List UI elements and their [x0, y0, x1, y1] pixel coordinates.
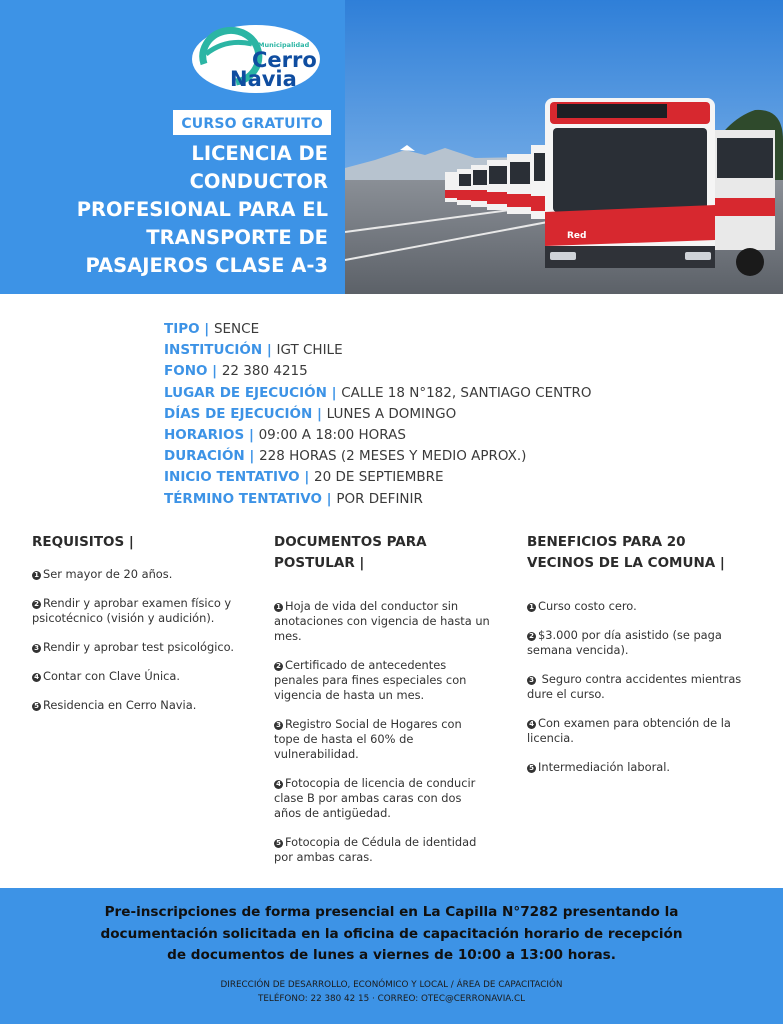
item-text: Certificado de antecedentes penales para fines especiales con vigencia de hasta un mes.	[274, 658, 467, 702]
registration-footer	[0, 888, 783, 1024]
list-item	[527, 628, 753, 658]
requisitos-list	[32, 567, 254, 713]
detail-lugar	[164, 383, 592, 404]
item-text: Ser mayor de 20 años.	[43, 567, 173, 581]
title-line: LICENCIA DE	[191, 142, 328, 165]
documentos-list	[274, 599, 490, 865]
beneficios-column	[527, 532, 753, 775]
detail-separator: |	[326, 384, 342, 401]
contact-line: DIRECCIÓN DE DESARROLLO, ECONÓMICO Y LOCAL / ÁREA DE CAPACITACIÓN	[220, 980, 563, 990]
detail-value: 228 HORAS (2 MESES Y MEDIO APROX.)	[259, 448, 527, 465]
course-details	[164, 319, 592, 510]
number-4-icon: 4	[32, 673, 41, 682]
bus-photo-illustration	[345, 0, 783, 294]
list-item	[32, 596, 254, 626]
list-item	[274, 599, 490, 644]
detail-separator: |	[262, 342, 277, 359]
detail-institucion	[164, 340, 592, 361]
detail-label: FONO	[164, 363, 208, 380]
beneficios-heading	[527, 532, 753, 574]
contact-line: TELÉFONO: 22 380 42 15 · CORREO: OTEC@CERRONAVIA.CL	[257, 994, 525, 1004]
course-title	[8, 140, 328, 280]
detail-label: DURACIÓN	[164, 448, 245, 465]
header-banner	[0, 0, 783, 294]
heading-line: DOCUMENTOS PARA	[274, 534, 427, 550]
number-2-icon: 2	[32, 600, 41, 609]
list-item	[527, 672, 753, 702]
list-item	[32, 698, 254, 713]
badge-text: CURSO GRATUITO	[181, 116, 323, 132]
documentos-heading	[274, 532, 490, 574]
number-3-icon: 3	[274, 721, 283, 730]
item-text: $3.000 por día asistido (se paga semana vencida).	[527, 628, 722, 657]
heading-line: POSTULAR |	[274, 555, 365, 571]
title-line: PROFESIONAL PARA EL	[76, 198, 328, 221]
title-line: TRANSPORTE DE	[146, 226, 328, 249]
title-line: PASAJEROS CLASE A-3	[85, 254, 328, 277]
notice-line: Pre-inscripciones de forma presencial en La Capilla N°7282 presentando la	[104, 904, 679, 920]
item-text: Fotocopia de Cédula de identidad por ambas caras.	[274, 835, 477, 864]
svg-text:Municipalidad: Municipalidad	[258, 41, 310, 49]
number-1-icon: 1	[274, 603, 283, 612]
detail-separator: |	[312, 405, 327, 422]
detail-separator: |	[244, 427, 259, 444]
detail-inicio	[164, 467, 592, 488]
svg-text:Red: Red	[567, 231, 587, 241]
svg-text:Cerro: Cerro	[252, 48, 317, 72]
detail-label: INSTITUCIÓN	[164, 342, 263, 359]
detail-tipo	[164, 319, 592, 340]
item-text: Con examen para obtención de la licencia.	[527, 716, 731, 745]
item-text: Fotocopia de licencia de conducir clase B por ambas caras con dos años de antigüedad.	[274, 776, 476, 820]
item-text: Seguro contra accidentes mientras dure el curso.	[527, 672, 742, 701]
item-text: Contar con Clave Única.	[43, 669, 181, 683]
item-text: Registro Social de Hogares con tope de hasta el 60% de vulnerabilidad.	[274, 717, 462, 761]
list-item	[32, 640, 254, 655]
list-item	[32, 669, 254, 684]
item-text: Hoja de vida del conductor sin anotaciones con vigencia de hasta un mes.	[274, 599, 490, 643]
detail-fono	[164, 361, 592, 382]
list-item	[527, 716, 753, 746]
notice-line: documentación solicitada en la oficina de capacitación horario de recepción	[100, 925, 683, 942]
bus-fleet-photo	[345, 0, 783, 294]
list-item	[274, 658, 490, 703]
detail-label: INICIO TENTATIVO	[164, 469, 300, 486]
item-text: Curso costo cero.	[538, 599, 637, 613]
number-1-icon: 1	[527, 603, 536, 612]
requisitos-column	[32, 532, 254, 713]
detail-separator: |	[199, 321, 214, 337]
detail-separator: |	[321, 490, 337, 507]
title-panel	[0, 0, 345, 294]
detail-label: TIPO	[164, 321, 200, 337]
detail-separator: |	[299, 469, 315, 486]
detail-value: POR DEFINIR	[336, 490, 423, 507]
free-course-badge	[173, 110, 331, 135]
detail-label: HORARIOS	[164, 427, 245, 444]
detail-duracion	[164, 446, 592, 467]
heading-line: BENEFICIOS PARA 20	[527, 534, 686, 550]
detail-value: SENCE	[213, 321, 260, 337]
title-line: CONDUCTOR	[189, 170, 328, 193]
detail-termino	[164, 489, 592, 510]
detail-label: DÍAS DE EJECUCIÓN	[164, 405, 313, 422]
number-3-icon: 3	[527, 676, 536, 685]
detail-separator: |	[244, 448, 260, 465]
detail-value: 20 DE SEPTIEMBRE	[314, 469, 444, 486]
detail-dias	[164, 404, 592, 425]
list-item	[274, 835, 490, 865]
detail-horarios	[164, 425, 592, 446]
item-text: Residencia en Cerro Navia.	[43, 698, 197, 712]
number-3-icon: 3	[32, 644, 41, 653]
list-item	[527, 760, 753, 775]
documentos-column	[274, 532, 490, 865]
svg-text:Navia: Navia	[230, 67, 297, 91]
notice-line: de documentos de lunes a viernes de 10:00 a 13:00 horas.	[167, 947, 616, 963]
number-4-icon: 4	[527, 720, 536, 729]
item-text: Rendir y aprobar examen físico y psicotécnico (visión y audición).	[32, 596, 232, 625]
municipality-logo	[190, 24, 322, 94]
requisitos-heading: REQUISITOS |	[32, 534, 134, 550]
registration-notice	[40, 902, 743, 967]
detail-value: CALLE 18 N°182, SANTIAGO CENTRO	[341, 384, 592, 401]
number-5-icon: 5	[32, 702, 41, 711]
detail-value: IGT CHILE	[276, 342, 343, 359]
number-4-icon: 4	[274, 780, 283, 789]
item-text: Rendir y aprobar test psicológico.	[43, 640, 235, 654]
heading-line: VECINOS DE LA COMUNA |	[527, 555, 725, 571]
number-5-icon: 5	[527, 764, 536, 773]
beneficios-list	[527, 599, 753, 775]
list-item	[527, 599, 753, 614]
list-item	[32, 567, 254, 582]
number-1-icon: 1	[32, 571, 41, 580]
item-text: Intermediación laboral.	[538, 760, 671, 774]
list-item	[274, 717, 490, 762]
list-item	[274, 776, 490, 821]
number-5-icon: 5	[274, 839, 283, 848]
detail-value: LUNES A DOMINGO	[326, 405, 457, 422]
detail-label: TÉRMINO TENTATIVO	[164, 490, 322, 507]
number-2-icon: 2	[527, 632, 536, 641]
detail-value: 22 380 4215	[221, 363, 308, 380]
number-2-icon: 2	[274, 662, 283, 671]
contact-info	[40, 978, 743, 1006]
detail-label: LUGAR DE EJECUCIÓN	[164, 384, 327, 401]
detail-separator: |	[207, 363, 222, 380]
detail-value: 09:00 A 18:00 HORAS	[258, 427, 406, 444]
